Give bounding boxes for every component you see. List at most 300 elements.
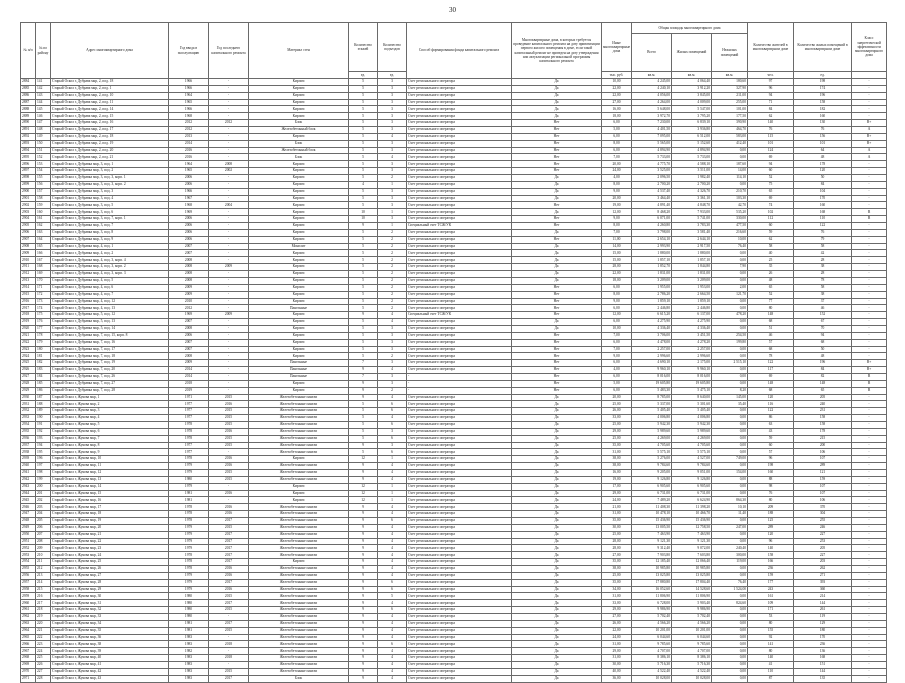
table-row [21, 421, 887, 428]
cell-area-total: 9 121,30 [632, 538, 672, 545]
cell-num-district: 146 [36, 113, 51, 120]
cell-energy-class: - [852, 202, 887, 209]
cell-area-total: 7 230,00 [632, 120, 672, 127]
cell-area-living: 2 996,60 [672, 353, 712, 360]
cell-entrances: 4 [378, 476, 407, 483]
cell-year-built: 2009 [169, 360, 209, 367]
cell-wall-material: Кирпич [249, 168, 349, 175]
cell-fund-method: Счет регионального оператора [407, 367, 512, 374]
col-address: Адрес многоквартирного дома [51, 23, 169, 79]
cell-year-built: 2008 [169, 264, 209, 271]
cell-num-district: 192 [36, 428, 51, 435]
cell-num-district: 171 [36, 284, 51, 291]
table-row [21, 298, 887, 305]
cell-entrances: 3 [378, 325, 407, 332]
cell-num-district: 204 [36, 511, 51, 518]
cell-mkd-status: Да [512, 627, 602, 634]
cell-energy-class: - [852, 325, 887, 332]
cell-year-repair: 2017 [209, 675, 249, 682]
cell-mkd-status: Да [512, 85, 602, 92]
cell-area-total: 6 905,60 [632, 483, 672, 490]
cell-area-living: 3 936,80 [672, 127, 712, 134]
cell-area-total: 5 716,30 [632, 662, 672, 669]
cell-num-district: 198 [36, 469, 51, 476]
cell-area-living: 4 006,80 [672, 415, 712, 422]
cell-energy-class: - [852, 332, 887, 339]
cell-address: Старый Оскол г, Дубравка мкр, 7, под. 20 [51, 367, 169, 374]
cell-residents: 188 [748, 511, 794, 518]
cell-address: Старый Оскол г, Дубравка мкр, 7, под. 27 [51, 380, 169, 387]
cell-area-nonliving: 0,00 [712, 655, 748, 662]
table-row [21, 243, 887, 250]
cell-year-built: 1983 [169, 675, 209, 682]
cell-year-repair: - [209, 223, 249, 230]
cell-mkd-status: Нет [512, 161, 602, 168]
cell-mkd-status: Да [512, 675, 602, 682]
cell-estimated-cost: 6,00 [602, 305, 632, 312]
cell-apartments: 360 [794, 586, 852, 593]
table-row [21, 559, 887, 566]
cell-estimated-cost: 33,00 [602, 600, 632, 607]
cell-residents: 46 [748, 332, 794, 339]
cell-energy-class: B [852, 216, 887, 223]
cell-wall-material: Железобетонные панели [249, 394, 349, 401]
cell-residents: 75 [748, 181, 794, 188]
cell-mkd-status: Да [512, 209, 602, 216]
cell-energy-class: - [852, 264, 887, 271]
cell-num-district: 173 [36, 298, 51, 305]
cell-apartments: 120 [794, 168, 852, 175]
cell-address: Старый Оскол г, Дубравка мкр, 4, под. 3, корп. 3 [51, 271, 169, 278]
cell-fund-method: Счет регионального оператора [407, 545, 512, 552]
cell-area-nonliving: 0,00 [712, 572, 748, 579]
cell-num: 2958 [21, 586, 36, 593]
cell-floors: 5 [349, 415, 378, 422]
cell-fund-method: Счет регионального оператора [407, 456, 512, 463]
cell-address: Старый Оскол г, Жукова мкр, 26 [51, 566, 169, 573]
cell-apartments: 196 [794, 92, 852, 99]
cell-area-living: 4 326,70 [672, 188, 712, 195]
cell-num-district: 158 [36, 195, 51, 202]
cell-address: Старый Оскол г, Жукова мкр, 31 [51, 600, 169, 607]
cell-energy-class: B+ [852, 367, 887, 374]
cell-entrances: 6 [378, 449, 407, 456]
cell-floors: 5 [349, 277, 378, 284]
cell-energy-class: - [852, 291, 887, 298]
cell-mkd-status: Да [512, 668, 602, 675]
cell-floors: 9 [349, 566, 378, 573]
cell-num: 2884 [21, 79, 36, 86]
cell-num-district: 175 [36, 312, 51, 319]
cell-area-nonliving: 0,00 [712, 531, 748, 538]
cell-entrances: 2 [378, 264, 407, 271]
cell-floors: 5 [349, 92, 378, 99]
cell-area-total: 17 880,80 [632, 579, 672, 586]
cell-area-total: 6 044,60 [632, 634, 672, 641]
cell-estimated-cost: 34,00 [602, 586, 632, 593]
cell-estimated-cost: 9,00 [602, 188, 632, 195]
cell-address: Старый Оскол г, Дубравка мкр, 4, под. 3, корп. 4 [51, 257, 169, 264]
cell-residents: 109 [748, 600, 794, 607]
cell-address: Старый Оскол г, Жукова мкр, 34 [51, 620, 169, 627]
cell-area-living: 11 398,20 [672, 504, 712, 511]
cell-entrances: 4 [378, 634, 407, 641]
cell-entrances: 4 [378, 627, 407, 634]
cell-area-nonliving: 101,00 [712, 106, 748, 113]
cell-residents: 94 [748, 92, 794, 99]
cell-area-total: 5 405,40 [632, 408, 672, 415]
cell-estimated-cost: 15,00 [602, 257, 632, 264]
cell-year-built: 1980 [169, 476, 209, 483]
cell-floors: 9 [349, 380, 378, 387]
cell-num: 2951 [21, 538, 36, 545]
cell-num-district: 217 [36, 600, 51, 607]
cell-area-total: 3 525,00 [632, 168, 672, 175]
cell-estimated-cost: 24,00 [602, 497, 632, 504]
cell-year-repair: - [209, 380, 249, 387]
cell-fund-method: Счет регионального оператора [407, 181, 512, 188]
cell-mkd-status: Да [512, 538, 602, 545]
cell-area-nonliving: 0,00 [712, 147, 748, 154]
cell-area-living: 1 831,00 [672, 271, 712, 278]
cell-apartments: 178 [794, 161, 852, 168]
cell-address: Старый Оскол г, Дубравка мкр, 4, под. 12 [51, 298, 169, 305]
cell-residents: 80 [748, 305, 794, 312]
cell-address: Старый Оскол г, Жукова мкр, 28 [51, 579, 169, 586]
cell-area-nonliving: 0,00 [712, 607, 748, 614]
cell-fund-method: Счет регионального оператора [407, 504, 512, 511]
cell-num: 2913 [21, 277, 36, 284]
cell-floors: 5 [349, 291, 378, 298]
cell-area-nonliving: 14,00 [712, 168, 748, 175]
cell-year-repair: 2016 [209, 504, 249, 511]
cell-year-built: 1978 [169, 456, 209, 463]
cell-area-living: 3 795,20 [672, 113, 712, 120]
cell-residents: 124 [748, 147, 794, 154]
table-row [21, 675, 887, 682]
cell-area-nonliving: 412,40 [712, 140, 748, 147]
col-year-built: Год ввода в эксплуатацию [169, 23, 209, 79]
cell-year-repair: 2015 [209, 421, 249, 428]
cell-apartments: 160 [794, 113, 852, 120]
cell-num-district: 177 [36, 325, 51, 332]
cell-year-built: 2006 [169, 229, 209, 236]
cell-wall-material: Кирпич [249, 113, 349, 120]
cell-area-living: 5 702,40 [672, 614, 712, 621]
cell-num: 2915 [21, 291, 36, 298]
cell-fund-method: Счет регионального оператора [407, 202, 512, 209]
cell-fund-method: Счет регионального оператора [407, 620, 512, 627]
cell-year-repair: - [209, 291, 249, 298]
cell-num-district: 186 [36, 387, 51, 394]
cell-num-district: 150 [36, 140, 51, 147]
cell-apartments: 144 [794, 668, 852, 675]
unit-apartments: ед. [794, 72, 852, 79]
cell-year-repair: - [209, 449, 249, 456]
cell-num-district: 148 [36, 127, 51, 134]
cell-num: 2944 [21, 490, 36, 497]
cell-fund-method: Счет регионального оператора [407, 154, 512, 161]
cell-num: 2901 [21, 195, 36, 202]
cell-floors: 5 [349, 353, 378, 360]
cell-floors: 5 [349, 133, 378, 140]
cell-floors: 9 [349, 600, 378, 607]
cell-floors: 5 [349, 271, 378, 278]
table-row [21, 277, 887, 284]
cell-area-total: 5 989,60 [632, 428, 672, 435]
cell-year-repair: - [209, 92, 249, 99]
cell-area-total: 1 852,70 [632, 264, 672, 271]
cell-entrances: 1 [378, 483, 407, 490]
cell-wall-material: Кирпич [249, 106, 349, 113]
cell-area-nonliving: 0,00 [712, 367, 748, 374]
cell-year-built: 1964 [169, 92, 209, 99]
cell-num: 2895 [21, 154, 36, 161]
cell-num-district: 176 [36, 319, 51, 326]
cell-estimated-cost: 6,00 [602, 373, 632, 380]
cell-num-district: 172 [36, 291, 51, 298]
table-row [21, 380, 887, 387]
cell-fund-method: Счет регионального оператора [407, 140, 512, 147]
cell-fund-method: Специальный счет ТСЖ/УК [407, 223, 512, 230]
cell-area-living: 5 942,30 [672, 421, 712, 428]
cell-year-built: 1978 [169, 435, 209, 442]
cell-mkd-status: Да [512, 92, 602, 99]
cell-area-total: 8 016,00 [632, 373, 672, 380]
cell-residents: 236 [748, 566, 794, 573]
cell-area-living: 11 806,90 [672, 593, 712, 600]
cell-area-total: 13 025,80 [632, 572, 672, 579]
cell-year-repair: 2018 [209, 655, 249, 662]
cell-fund-method: Счет регионального оператора [407, 216, 512, 223]
cell-num-district: 143 [36, 92, 51, 99]
cell-year-repair: - [209, 648, 249, 655]
cell-num: 2932 [21, 408, 36, 415]
cell-address: Старый Оскол г, Дубравка мкр, 3, под. 6 [51, 209, 169, 216]
cell-wall-material: Железобетонные панели [249, 614, 349, 621]
cell-wall-material: Кирпич [249, 346, 349, 353]
unit-floors: ед. [349, 72, 378, 79]
cell-num: 2962 [21, 614, 36, 621]
cell-mkd-status: Да [512, 463, 602, 470]
cell-area-living: 3 361,10 [672, 195, 712, 202]
cell-num: 2929 [21, 387, 36, 394]
cell-area-nonliving: 0,00 [712, 428, 748, 435]
cell-residents: 59 [748, 435, 794, 442]
cell-mkd-status: Да [512, 175, 602, 182]
cell-area-total: 1 831,00 [632, 271, 672, 278]
cell-area-total: 1 857,10 [632, 257, 672, 264]
cell-residents: 122 [748, 408, 794, 415]
cell-area-nonliving: 121,70 [712, 291, 748, 298]
cell-apartments: 196 [794, 360, 852, 367]
cell-year-repair: 2009 [209, 312, 249, 319]
cell-area-nonliving: 0,00 [712, 538, 748, 545]
cell-address: Старый Оскол г, Жукова мкр, 43 [51, 675, 169, 682]
table-row [21, 538, 887, 545]
cell-wall-material: Железобетонные панели [249, 524, 349, 531]
cell-area-total: 3 706,00 [632, 332, 672, 339]
cell-wall-material: Железобетонные панели [249, 538, 349, 545]
cell-fund-method: - [407, 380, 512, 387]
cell-year-repair: 2016 [209, 586, 249, 593]
cell-floors: 9 [349, 655, 378, 662]
cell-apartments: 144 [794, 600, 852, 607]
table-row [21, 140, 887, 147]
cell-fund-method: Счет регионального оператора [407, 559, 512, 566]
cell-wall-material: Кирпич [249, 284, 349, 291]
cell-entrances: 4 [378, 312, 407, 319]
cell-apartments: 107 [794, 483, 852, 490]
cell-residents: 57 [748, 449, 794, 456]
cell-apartments: 28 [794, 271, 852, 278]
cell-num: 2907 [21, 236, 36, 243]
cell-address: Старый Оскол г, Жукова мкр, 22 [51, 538, 169, 545]
cell-estimated-cost: 12,00 [602, 209, 632, 216]
table-row [21, 236, 887, 243]
cell-area-living: 13 025,80 [672, 572, 712, 579]
cell-fund-method: Счет регионального оператора [407, 421, 512, 428]
table-row [21, 367, 887, 374]
cell-year-built: 1980 [169, 614, 209, 621]
cell-estimated-cost: 10,00 [602, 79, 632, 86]
cell-year-built: 2008 [169, 353, 209, 360]
col-apartments: Количество жилых помещений в многоквартирном доме [794, 23, 852, 72]
table-row [21, 641, 887, 648]
cell-floors: 5 [349, 250, 378, 257]
cell-year-built: 2014 [169, 367, 209, 374]
cell-fund-method: Счет регионального оператора [407, 435, 512, 442]
cell-estimated-cost: 20,00 [602, 394, 632, 401]
cell-fund-method: Счет регионального оператора [407, 264, 512, 271]
unit-area-living: кв.м. [672, 72, 712, 79]
table-row [21, 449, 887, 456]
cell-floors: 9 [349, 223, 378, 230]
cell-wall-material: Железобетонные панели [249, 518, 349, 525]
cell-num-district: 228 [36, 675, 51, 682]
table-row [21, 607, 887, 614]
cell-fund-method: Счет регионального оператора [407, 408, 512, 415]
cell-mkd-status: Да [512, 79, 602, 86]
cell-entrances: 3 [378, 373, 407, 380]
cell-year-built: 1978 [169, 518, 209, 525]
cell-floors: 5 [349, 127, 378, 134]
cell-num: 2964 [21, 627, 36, 634]
cell-area-nonliving: 0,00 [712, 346, 748, 353]
cell-address: Старый Оскол г, Жукова мкр, 13 [51, 476, 169, 483]
cell-floors: 9 [349, 545, 378, 552]
table-row [21, 325, 887, 332]
cell-year-built: 1964 [169, 161, 209, 168]
cell-address: Старый Оскол г, Жукова мкр, 14 [51, 483, 169, 490]
cell-entrances: 2 [378, 284, 407, 291]
cell-area-total: 1 955,00 [632, 284, 672, 291]
cell-energy-class: - [852, 271, 887, 278]
cell-area-nonliving: 0,00 [712, 415, 748, 422]
cell-area-nonliving: 114,10 [712, 175, 748, 182]
cell-floors: 9 [349, 579, 378, 586]
cell-area-total: 4 566,20 [632, 620, 672, 627]
cell-fund-method: Счет регионального оператора [407, 250, 512, 257]
cell-energy-class: - [852, 223, 887, 230]
cell-area-living: 1 880,00 [672, 250, 712, 257]
cell-address: Старый Оскол г, Жукова мкр, 21 [51, 531, 169, 538]
cell-apartments: 94 [794, 332, 852, 339]
cell-num: 2950 [21, 531, 36, 538]
cell-mkd-status: Да [512, 620, 602, 627]
cell-residents: 76 [748, 127, 794, 134]
cell-apartments: 58 [794, 284, 852, 291]
cell-energy-class: - [852, 229, 887, 236]
cell-fund-method: Счет регионального оператора [407, 442, 512, 449]
cell-wall-material: Панельные [249, 373, 349, 380]
cell-area-nonliving: 2,00 [712, 284, 748, 291]
cell-mkd-status: Да [512, 559, 602, 566]
cell-wall-material: Панельные [249, 367, 349, 374]
cell-residents: 96 [748, 456, 794, 463]
cell-mkd-status: Да [512, 264, 602, 271]
cell-area-living: 6 905,60 [672, 483, 712, 490]
cell-area-living: 4 522,40 [672, 668, 712, 675]
cell-year-built: 1979 [169, 463, 209, 470]
cell-mkd-status: Да [512, 572, 602, 579]
cell-estimated-cost: 29,00 [602, 607, 632, 614]
cell-num: 2924 [21, 353, 36, 360]
cell-floors: 9 [349, 387, 378, 394]
cell-mkd-status: Нет [512, 332, 602, 339]
cell-area-nonliving: 210,70 [712, 188, 748, 195]
cell-area-total: 9 986,90 [632, 607, 672, 614]
cell-address: Старый Оскол г, Жукова мкр, 2 [51, 401, 169, 408]
cell-area-living: 10 201,00 [672, 627, 712, 634]
cell-apartments: 129 [794, 620, 852, 627]
cell-num-district: 152 [36, 154, 51, 161]
cell-floors: 12 [349, 490, 378, 497]
cell-residents: 68 [748, 319, 794, 326]
cell-area-nonliving: 824,60 [712, 600, 748, 607]
cell-floors: 9 [349, 552, 378, 559]
cell-year-repair: 2016 [209, 456, 249, 463]
cell-num: 2897 [21, 168, 36, 175]
cell-energy-class: - [852, 408, 887, 415]
cell-fund-method: Счет регионального оператора [407, 277, 512, 284]
cell-area-nonliving: 199,80 [712, 339, 748, 346]
cell-year-repair: 2016 [209, 463, 249, 470]
cell-residents: 80 [748, 620, 794, 627]
cell-address: Старый Оскол г, Дубрава мкр, 2, под. 1 [51, 85, 169, 92]
page-number: 30 [449, 6, 456, 14]
col-fund-method: Способ формирования фонда капитального ремонта [407, 23, 512, 79]
cell-num-district: 185 [36, 380, 51, 387]
cell-num-district: 210 [36, 552, 51, 559]
cell-area-nonliving: 0,00 [712, 641, 748, 648]
cell-num-district: 188 [36, 401, 51, 408]
cell-address: Старый Оскол г, Дубравка мкр, 7, под. 28 [51, 387, 169, 394]
cell-num: 2934 [21, 421, 36, 428]
apartment-buildings-table [20, 22, 887, 683]
cell-energy-class: - [852, 490, 887, 497]
cell-num-district: 178 [36, 332, 51, 339]
cell-residents: 62 [748, 236, 794, 243]
cell-floors: 5 [349, 298, 378, 305]
cell-year-built: 1979 [169, 524, 209, 531]
cell-entrances: 4 [378, 620, 407, 627]
cell-fund-method: Счет регионального оператора [407, 579, 512, 586]
cell-year-repair: - [209, 353, 249, 360]
cell-area-nonliving: 76,40 [712, 243, 748, 250]
cell-num: 2931 [21, 401, 36, 408]
cell-year-built: 2012 [169, 127, 209, 134]
